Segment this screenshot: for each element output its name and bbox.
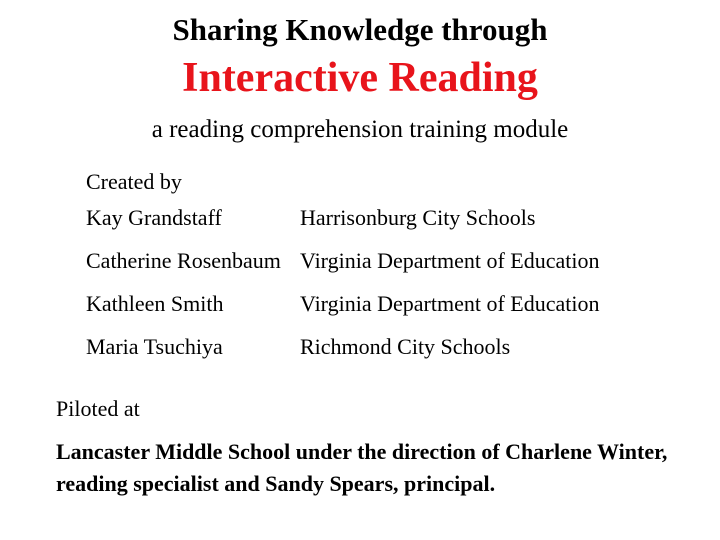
title-line-1: Sharing Knowledge through	[172, 12, 548, 47]
pilot-detail: Lancaster Middle School under the direction of Charlene Winter, reading specialist and Sandy Spears, principal.	[56, 439, 668, 496]
credit-name: Maria Tsuchiya	[86, 334, 223, 359]
credit-org: Virginia Department of Education	[300, 248, 600, 273]
credit-row	[86, 196, 536, 239]
credit-row	[86, 282, 600, 325]
credit-name: Catherine Rosenbaum	[86, 248, 281, 273]
credits-section	[86, 168, 600, 368]
piloted-at-heading: Piloted at	[56, 396, 140, 421]
credit-name: Kathleen Smith	[86, 291, 224, 316]
subtitle: a reading comprehension training module	[151, 116, 569, 143]
credit-org: Harrisonburg City Schools	[300, 205, 536, 230]
credit-org: Richmond City Schools	[300, 334, 511, 359]
title-line-2: Interactive Reading	[182, 55, 538, 101]
credit-row	[86, 325, 511, 368]
credit-name: Kay Grandstaff	[86, 205, 222, 230]
credit-row	[86, 239, 600, 282]
credit-org: Virginia Department of Education	[300, 291, 600, 316]
created-by-heading: Created by	[86, 169, 182, 194]
